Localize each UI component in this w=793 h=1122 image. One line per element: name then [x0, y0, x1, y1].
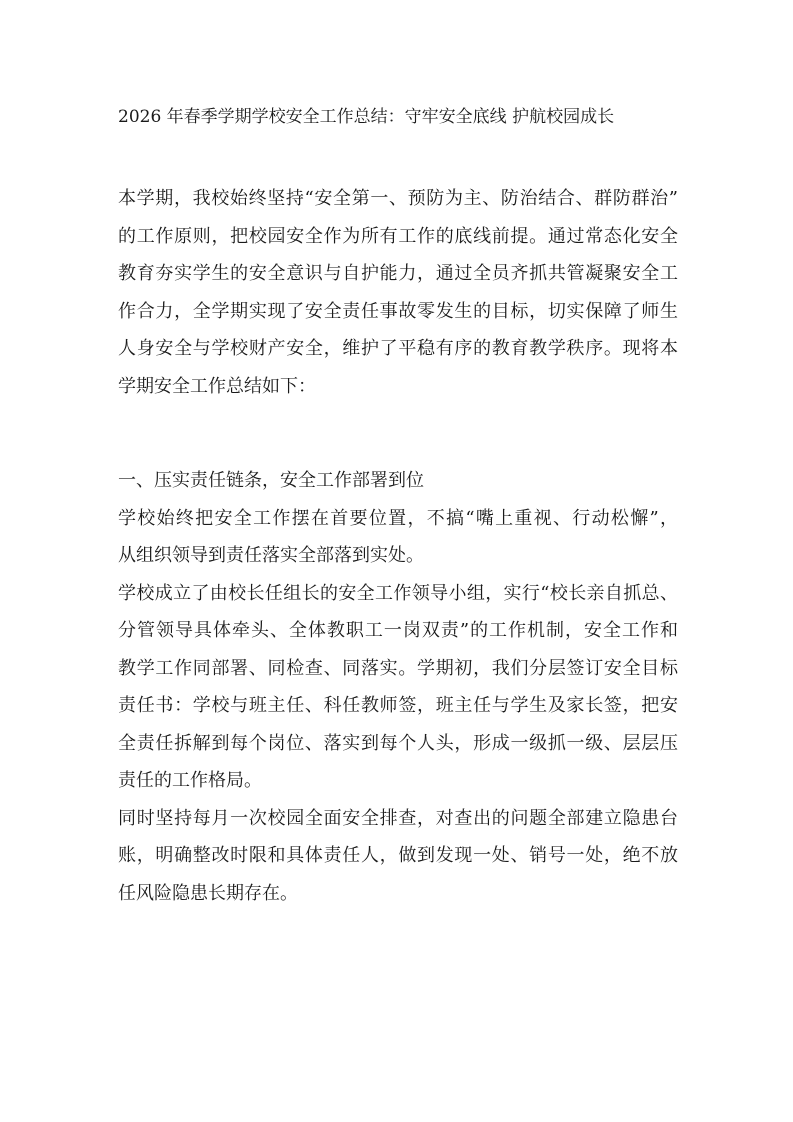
section-1-p2-line-2: 分管领导具体牵头、全体教职工一岗双责”的工作机制，安全工作和	[118, 620, 678, 641]
document-title: 2026 年春季学期学校安全工作总结：守牢安全底线 护航校园成长	[118, 107, 615, 127]
section-1-p3-line-2: 账，明确整改时限和具体责任人，做到发现一处、销号一处，绝不放	[118, 845, 678, 866]
section-1-p3-line-3: 任风险隐患长期存在。	[118, 882, 298, 904]
section-1-p2-line-1: 学校成立了由校长任组长的安全工作领导小组，实行“校长亲自抓总、	[118, 582, 678, 604]
intro-line-1: 本学期，我校始终坚持“安全第一、预防为主、防治结合、群防群治”	[118, 188, 678, 209]
intro-line-6: 学期安全工作总结如下：	[118, 375, 316, 397]
intro-line-3: 教育夯实学生的安全意识与自护能力，通过全员齐抓共管凝聚安全工	[118, 263, 678, 284]
intro-line-2: 的工作原则，把校园安全作为所有工作的底线前提。通过常态化安全	[118, 225, 678, 247]
section-1-p2-line-5: 全责任拆解到每个岗位、落实到每个人头，形成一级抓一级、层层压	[118, 732, 678, 754]
intro-line-5: 人身安全与学校财产安全，维护了平稳有序的教育教学秩序。现将本	[118, 338, 678, 359]
intro-line-4: 作合力，全学期实现了安全责任事故零发生的目标，切实保障了师生	[118, 300, 678, 322]
intro-paragraph	[118, 180, 678, 405]
paragraph-spacer	[118, 405, 678, 462]
section-1-p1-line-2: 从组织领导到责任落实全部落到实处。	[118, 545, 424, 566]
document-body	[118, 180, 678, 912]
section-1-p2-line-3: 教学工作同部署、同检查、同落实。学期初，我们分层签订安全目标	[118, 657, 678, 679]
section-1-paragraph-2	[118, 575, 678, 800]
section-1-p1-line-1: 学校始终把安全工作摆在首要位置，不搞“嘴上重视、行动松懈”，	[118, 507, 678, 529]
section-1-p2-line-6: 责任的工作格局。	[118, 770, 262, 791]
section-1-p2-line-4: 责任书：学校与班主任、科任教师签，班主任与学生及家长签，把安	[118, 695, 678, 716]
section-1-paragraph-1	[118, 500, 678, 575]
section-1-p3-line-1: 同时坚持每月一次校园全面安全排查，对查出的问题全部建立隐患台	[118, 807, 678, 829]
section-1-paragraph-3	[118, 800, 678, 913]
section-1-heading: 一、压实责任链条，安全工作部署到位	[118, 470, 424, 491]
